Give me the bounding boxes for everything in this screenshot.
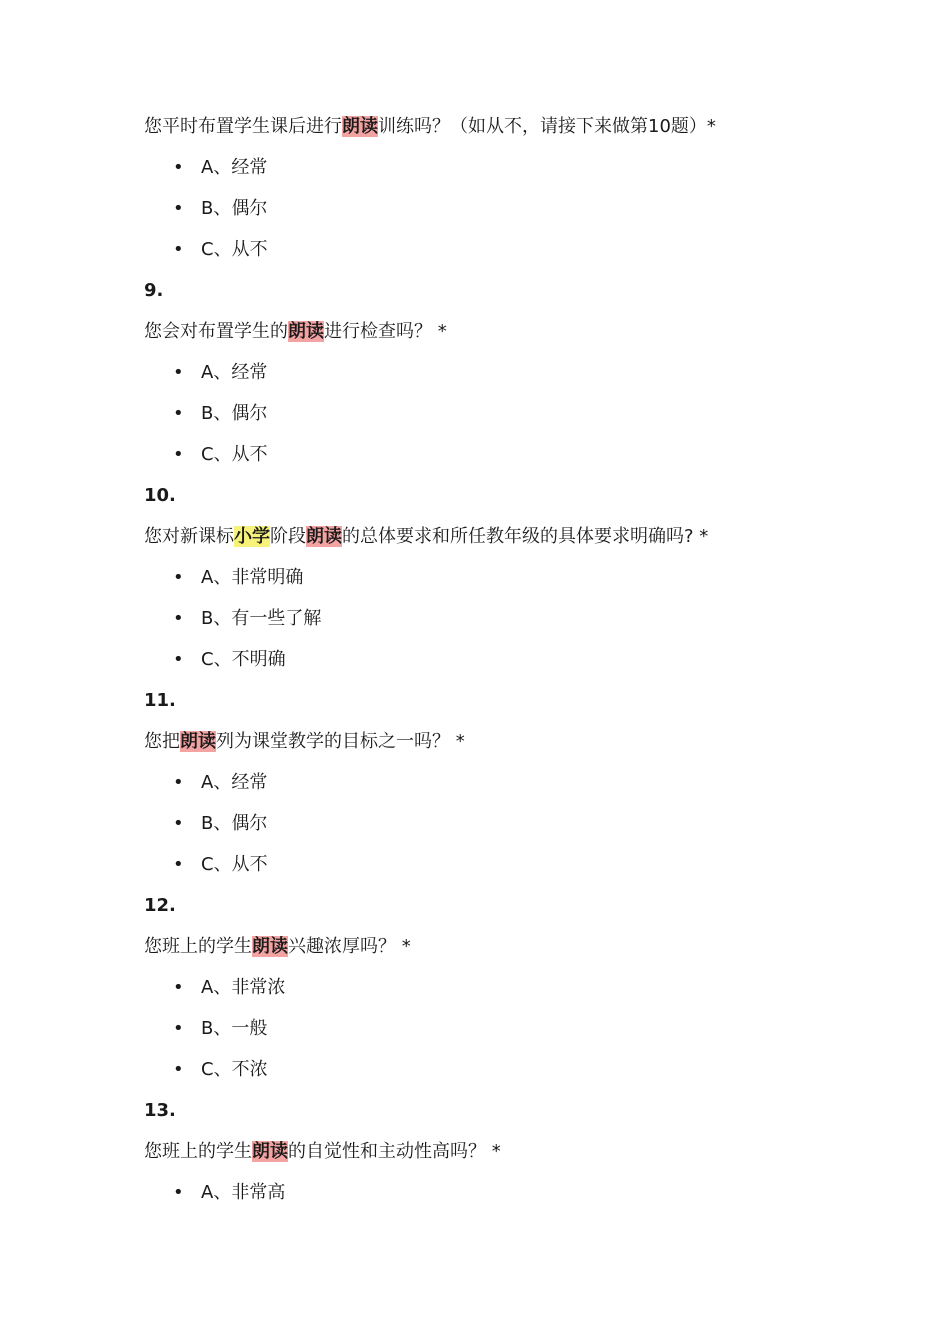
questionnaire-body (144, 106, 844, 1213)
highlight-keyword: 朗读 (288, 321, 324, 342)
option-item: • B、偶尔 (144, 803, 844, 844)
bullet-icon: • (173, 362, 184, 383)
option-item: • A、经常 (144, 352, 844, 393)
bullet-icon: • (173, 198, 184, 219)
question-number: 9. (144, 280, 164, 301)
option-item: • C、从不 (144, 434, 844, 475)
option-item: • C、从不 (144, 229, 844, 270)
option-item: • A、经常 (144, 762, 844, 803)
question-text: 您对新课标小学阶段朗读的总体要求和所任教年级的具体要求明确吗? * (144, 526, 709, 547)
bullet-icon: • (173, 649, 184, 670)
bullet-icon: • (173, 1059, 184, 1080)
bullet-icon: • (173, 239, 184, 260)
option-item: • C、不浓 (144, 1049, 844, 1090)
question-text: 您班上的学生朗读兴趣浓厚吗？ * (144, 936, 411, 957)
option-item: • A、非常高 (144, 1172, 844, 1213)
option-item: • B、偶尔 (144, 188, 844, 229)
bullet-icon: • (173, 1182, 184, 1203)
bullet-icon: • (173, 772, 184, 793)
option-item: • B、偶尔 (144, 393, 844, 434)
question-number: 11. (144, 690, 176, 711)
highlight-keyword: 朗读 (342, 116, 378, 137)
bullet-icon: • (173, 813, 184, 834)
question-number: 10. (144, 485, 176, 506)
option-item: • B、有一些了解 (144, 598, 844, 639)
question-text: 您把朗读列为课堂教学的目标之一吗？ * (144, 731, 465, 752)
question-number: 13. (144, 1100, 176, 1121)
option-item: • A、非常明确 (144, 557, 844, 598)
bullet-icon: • (173, 567, 184, 588)
option-item: • A、非常浓 (144, 967, 844, 1008)
bullet-icon: • (173, 977, 184, 998)
bullet-icon: • (173, 403, 184, 424)
highlight-keyword: 朗读 (252, 1141, 288, 1162)
highlight-keyword: 朗读 (252, 936, 288, 957)
bullet-icon: • (173, 444, 184, 465)
bullet-icon: • (173, 608, 184, 629)
question-text: 您平时布置学生课后进行朗读训练吗？（如从不，请接下来做第10题）* (144, 116, 716, 137)
option-item: • A、经常 (144, 147, 844, 188)
bullet-icon: • (173, 854, 184, 875)
highlight-keyword: 小学 (234, 526, 270, 547)
question-text: 您会对布置学生的朗读进行检查吗？ * (144, 321, 447, 342)
highlight-keyword: 朗读 (180, 731, 216, 752)
option-item: • C、不明确 (144, 639, 844, 680)
question-number: 12. (144, 895, 176, 916)
bullet-icon: • (173, 1018, 184, 1039)
bullet-icon: • (173, 157, 184, 178)
option-item: • C、从不 (144, 844, 844, 885)
question-text: 您班上的学生朗读的自觉性和主动性高吗？ * (144, 1141, 501, 1162)
highlight-keyword: 朗读 (306, 526, 342, 547)
option-item: • B、一般 (144, 1008, 844, 1049)
